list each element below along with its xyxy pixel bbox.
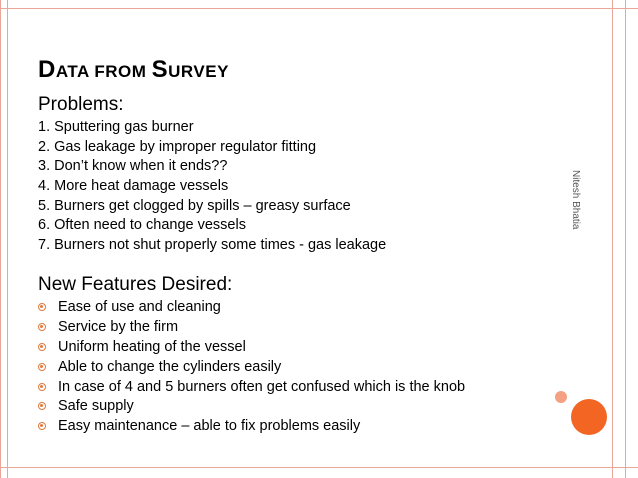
top-frame-line bbox=[0, 8, 638, 9]
title-initial: D bbox=[38, 56, 56, 83]
features-list bbox=[38, 298, 465, 437]
problem-item: 4. More heat damage vessels bbox=[38, 178, 229, 195]
feature-item bbox=[38, 318, 465, 338]
left-frame-strip bbox=[0, 0, 8, 478]
problem-item: 5. Burners get clogged by spills – greasy surface bbox=[38, 197, 351, 214]
feature-item bbox=[38, 358, 465, 378]
features-heading: New Features Desired: bbox=[38, 274, 233, 295]
bullet-icon bbox=[38, 343, 46, 351]
title-rest: ATA FROM bbox=[55, 62, 152, 81]
decor-big-circle bbox=[571, 399, 607, 435]
bullet-icon bbox=[38, 363, 46, 371]
title-rest: URVEY bbox=[168, 62, 229, 81]
feature-text: Able to change the cylinders easily bbox=[58, 358, 282, 375]
problem-item: 3. Don’t know when it ends?? bbox=[38, 158, 228, 175]
problem-item: 6. Often need to change vessels bbox=[38, 217, 246, 234]
bullet-icon bbox=[38, 402, 46, 410]
feature-item bbox=[38, 397, 465, 417]
right-frame-strip bbox=[612, 0, 626, 478]
feature-text: Uniform heating of the vessel bbox=[58, 338, 246, 355]
decor-small-circle bbox=[555, 391, 567, 403]
feature-text: Service by the firm bbox=[58, 318, 179, 335]
bullet-icon bbox=[38, 323, 46, 331]
problem-item: 2. Gas leakage by improper regulator fitting bbox=[38, 138, 317, 155]
feature-item bbox=[38, 417, 465, 437]
feature-item bbox=[38, 378, 465, 398]
feature-item bbox=[38, 298, 465, 318]
bottom-frame-line bbox=[0, 467, 638, 468]
problems-heading: Problems: bbox=[38, 94, 124, 115]
feature-item bbox=[38, 338, 465, 358]
bullet-icon bbox=[38, 422, 46, 430]
feature-text: In case of 4 and 5 burners often get confused which is the knob bbox=[58, 378, 466, 395]
problem-item: 7. Burners not shut properly some times - gas leakage bbox=[38, 237, 387, 254]
slide-title bbox=[38, 56, 229, 84]
problem-item: 1. Sputtering gas burner bbox=[38, 119, 194, 135]
feature-text: Ease of use and cleaning bbox=[58, 299, 221, 315]
bullet-icon bbox=[38, 383, 46, 391]
problems-list bbox=[38, 118, 386, 256]
bullet-icon bbox=[38, 303, 46, 311]
title-initial: S bbox=[151, 56, 169, 83]
feature-text: Safe supply bbox=[58, 398, 134, 415]
author-name: Nitesh Bhatia bbox=[570, 170, 581, 230]
feature-text: Easy maintenance – able to fix problems easily bbox=[58, 418, 361, 435]
